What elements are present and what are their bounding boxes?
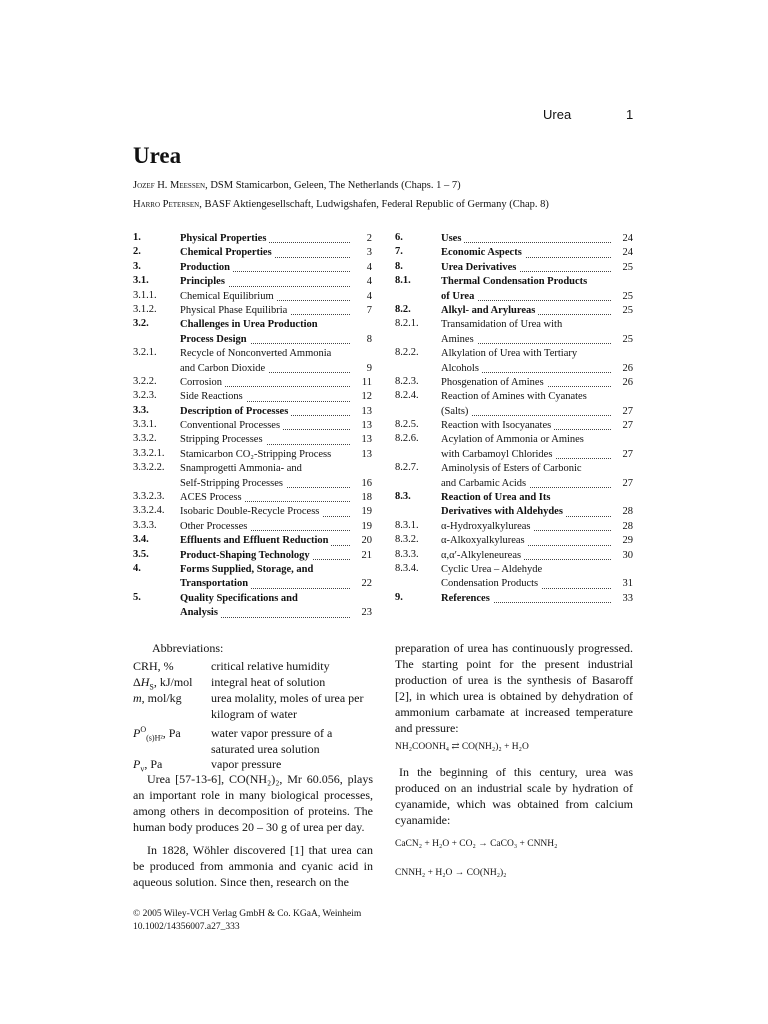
toc-number: 5. [133,591,141,603]
toc-number: 3.3. [133,404,149,416]
toc-entry [395,246,633,260]
running-title: Urea [543,107,572,122]
toc-entry [395,275,633,304]
toc-title: Physical Phase Equilibria [180,305,290,316]
toc-entry [395,534,633,548]
toc-title: Conventional Processes [180,420,283,431]
toc-number: 8.3. [395,491,411,503]
toc-title: Alkylation of Urea with Tertiary [441,348,580,359]
toc-page: 27 [622,448,633,460]
toc-title: Other Processes [180,521,250,532]
toc-title: Analysis [180,607,221,618]
toc-entry [133,462,372,491]
toc-title: Cyclic Urea – Aldehyde [441,564,545,575]
toc-title: Reaction of Amines with Cyanates [441,391,590,402]
toc-title: Thermal Condensation Products [441,276,590,287]
toc-title: Self-Stripping Processes [180,478,286,489]
toc-entry [133,520,372,534]
abbreviation-definition: critical relative humidity [211,659,330,673]
toc-entry [133,433,372,447]
toc-number: 8.2.6. [395,433,419,445]
toc-number: 3.2. [133,318,149,330]
equation: CNNH₂ + H₂O → CO(NH₂)₂ [395,868,507,878]
author-line [133,199,549,210]
toc-number: 8.2.1. [395,318,419,330]
toc-entry [395,520,633,534]
toc-number: 8.1. [395,275,411,287]
article-title: Urea [133,143,182,168]
toc-title: and Carbon Dioxide [180,363,268,374]
toc-title: References [441,593,493,604]
abbreviation-definition: urea molality, moles of urea per kilogram of water [211,690,364,721]
doi-line: 10.1002/14356007.a27_333 [133,921,240,932]
toc-page: 8 [366,333,372,345]
toc-title: Recycle of Nonconverted Ammonia [180,348,334,359]
toc-page: 20 [361,535,372,547]
toc-page: 25 [622,261,633,273]
toc-entry [133,304,372,318]
toc-page: 4 [366,290,372,302]
toc-page: 13 [361,434,372,446]
author-name: Harro Petersen [133,199,200,210]
toc-title: Side Reactions [180,391,246,402]
abbreviation-definition: vapor pressure [211,757,282,772]
abbreviation-key: CRH, % [133,659,174,673]
author-affiliation: , BASF Aktiengesellschaft, Ludwigshafen, Federal Republic of Germany (Chap. 8) [199,199,549,210]
toc-page: 22 [361,578,372,590]
toc-page: 12 [361,391,372,403]
toc-title: and Carbamic Acids [441,478,529,489]
toc-number: 3.3.2.1. [133,447,165,459]
abbreviation-item [133,691,373,723]
toc-entry [395,419,633,433]
toc-entry [133,549,372,563]
copyright-line: © 2005 Wiley-VCH Verlag GmbH & Co. KGaA, Weinheim [133,909,362,919]
body-paragraph: In the beginning of this century, urea was produced on an industrial scale by hydration of cyanamide, which was obtained from calcium cyanamide: [395,765,633,827]
toc-number: 3.3.2.3. [133,491,165,503]
abbreviation-key: m, mol/kg [133,690,182,705]
body-paragraph: preparation of urea has continuously progressed. The starting point for the present industrial production of urea is the synthesis of Basaroff [2], in which urea is obtained by dehydration of ammonium carbamate at increased temperature and pressure: [395,641,633,735]
toc-entry [133,246,372,260]
toc-left-column [133,232,372,621]
toc-title: Chemical Equilibrium [180,291,277,302]
toc-title: α,α′-Alkyleneureas [441,550,524,561]
toc-page: 33 [622,592,633,604]
toc-entry [133,232,372,246]
toc-number: 8.3.2. [395,534,419,546]
toc-page: 13 [361,448,372,460]
toc-title: Economic Aspects [441,247,525,258]
toc-title: Process Design [180,334,250,345]
toc-title: Chemical Properties [180,247,275,258]
author-affiliation: , DSM Stamicarbon, Geleen, The Netherlands (Chaps. 1 – 7) [205,180,461,191]
toc-title: with Carbamoyl Chlorides [441,449,555,460]
toc-title: Effluents and Effluent Reduction [180,535,331,546]
toc-entry [133,405,372,419]
toc-number: 3.3.3. [133,519,157,531]
toc-title: Stamicarbon CO₂-Stripping Process [180,449,334,460]
abbreviation-key: $P^O_{(s)H^2}$, Pa [133,724,181,743]
toc-number: 8. [395,260,403,272]
toc-number: 3.3.1. [133,419,157,431]
toc-page: 28 [622,520,633,532]
toc-page: 27 [622,405,633,417]
toc-page: 29 [622,535,633,547]
toc-entry [395,462,633,491]
toc-page: 4 [366,276,372,288]
toc-entry [395,563,633,592]
toc-entry [395,390,633,419]
toc-entry [395,304,633,318]
toc-page: 11 [361,376,372,388]
toc-number: 3.1.2. [133,303,157,315]
author-name: Jozef H. Meessen [133,180,206,191]
toc-page: 26 [622,376,633,388]
abbreviation-item [133,675,373,691]
toc-page: 19 [361,506,372,518]
toc-title: Production [180,262,233,273]
toc-number: 8.2.2. [395,347,419,359]
toc-number: 8.3.3. [395,548,419,560]
toc-page: 25 [622,304,633,316]
toc-number: 3.1. [133,275,149,287]
toc-page: 24 [622,247,633,259]
toc-page: 13 [361,405,372,417]
toc-entry [395,347,633,376]
abbreviation-item [133,659,373,675]
toc-entry [395,592,633,606]
toc-page: 2 [366,232,372,244]
toc-page: 16 [361,477,372,489]
toc-title: Condensation Products [441,578,541,589]
toc-page: 28 [622,506,633,518]
toc-entry [133,290,372,304]
toc-number: 3.1.1. [133,289,157,301]
abbreviation-item [133,726,373,758]
toc-entry [133,376,372,390]
body-paragraph: In 1828, Wöhler discovered [1] that urea can be produced from ammonia and cyanic acid in aqueous solution. Since then, research on the [133,843,373,889]
abbreviation-definition: integral heat of solution [211,674,326,689]
toc-number: 8.2.3. [395,375,419,387]
toc-page: 19 [361,520,372,532]
toc-number: 3.2.3. [133,390,157,402]
toc-number: 8.3.4. [395,562,419,574]
abbreviation-key: $\Delta H_S$, kJ/mol [133,674,193,692]
toc-entry [133,505,372,519]
equation: CaCN₂ + H₂O + CO₂ → CaCO₃ + CNNH₂ [395,839,558,849]
toc-page: 24 [622,232,633,244]
toc-entry [395,491,633,520]
toc-page: 13 [361,420,372,432]
toc-title: Principles [180,276,228,287]
toc-number: 3.3.2. [133,433,157,445]
toc-page: 7 [366,304,372,316]
toc-entry [395,549,633,563]
toc-title: Snamprogetti Ammonia- and [180,463,305,474]
toc-page: 23 [361,607,372,619]
toc-number: 4. [133,562,141,574]
toc-entry [395,318,633,347]
toc-entry [133,419,372,433]
toc-title: α-Alkoxyalkylureas [441,535,528,546]
toc-title: Challenges in Urea Production [180,319,321,330]
toc-entry [133,390,372,404]
toc-number: 3.4. [133,534,149,546]
toc-entry [133,448,372,462]
toc-entry [133,261,372,275]
toc-number: 1. [133,232,141,243]
toc-title: Transamidation of Urea with [441,319,565,330]
toc-title: Reaction with Isocyanates [441,420,554,431]
toc-entry [133,491,372,505]
toc-page: 18 [361,492,372,504]
toc-title: Reaction of Urea and Its [441,492,553,503]
toc-entry [395,376,633,390]
toc-entry [133,275,372,289]
toc-page: 25 [622,333,633,345]
toc-title: Product-Shaping Technology [180,550,313,561]
toc-title: Phosgenation of Amines [441,377,547,388]
toc-title: Isobaric Double-Recycle Process [180,506,322,517]
toc-number: 7. [395,246,403,258]
toc-number: 3. [133,260,141,272]
toc-leader [441,242,611,243]
author-line [133,180,461,191]
toc-number: 8.2.7. [395,462,419,474]
toc-entry [395,433,633,462]
toc-page: 4 [366,261,372,273]
toc-page: 26 [622,362,633,374]
toc-title: Alcohols [441,363,482,374]
toc-title: α-Hydroxyalkylureas [441,521,533,532]
abbreviation-item [133,757,373,773]
toc-title: Derivatives with Aldehydes [441,506,566,517]
toc-right-column [395,232,633,606]
toc-title: Quality Specifications and [180,593,301,604]
abbreviation-definition: water vapor pressure of a saturated urea solution [211,725,333,756]
body-paragraph: Urea [57-13-6], CO(NH₂)₂, Mr 60.056, plays an important role in many biological processes, among others in decomposition of proteins. The human body produces 20 – 30 g of urea per day. [133,772,373,834]
toc-number: 3.3.2.4. [133,505,165,517]
toc-number: 9. [395,591,403,603]
abbreviation-key: $P_v$, Pa [133,757,163,774]
toc-title: Transportation [180,578,251,589]
toc-page: 21 [361,549,372,561]
toc-entry [395,232,633,246]
toc-number: 8.3.1. [395,519,419,531]
toc-page: 31 [622,578,633,590]
toc-title: Description of Processes [180,406,291,417]
toc-page: 27 [622,420,633,432]
toc-number: 8.2.5. [395,419,419,431]
toc-title: of Urea [441,291,477,302]
toc-title: Forms Supplied, Storage, and [180,564,316,575]
toc-title: (Salts) [441,406,471,417]
toc-page: 30 [622,549,633,561]
toc-entry [133,347,372,376]
toc-title: ACES Process [180,492,245,503]
abbreviations-heading: Abbreviations: [152,641,224,655]
toc-title: Aminolysis of Esters of Carbonic [441,463,585,474]
toc-title: Uses [441,233,464,244]
toc-title: Urea Derivatives [441,262,519,273]
toc-number: 2. [133,246,141,258]
toc-number: 3.5. [133,548,149,560]
toc-entry [133,318,372,347]
page-number: 1 [626,107,634,122]
abbreviations-list [133,659,373,773]
toc-title: Alkyl- and Arylureas [441,305,538,316]
toc-entry [395,261,633,275]
toc-entry [133,534,372,548]
toc-number: 3.2.1. [133,347,157,359]
toc-title: Acylation of Ammonia or Amines [441,434,587,445]
copyright-footer [133,908,361,933]
toc-entry [133,563,372,592]
toc-title: Amines [441,334,477,345]
toc-number: 8.2.4. [395,390,419,402]
toc-title: Physical Properties [180,233,269,244]
toc-entry [133,592,372,621]
toc-title: Corrosion [180,377,225,388]
toc-page: 25 [622,290,633,302]
toc-title: Stripping Processes [180,434,266,445]
toc-number: 3.3.2.2. [133,462,165,474]
toc-page: 9 [366,362,372,374]
toc-page: 27 [622,477,633,489]
toc-page: 3 [366,247,372,259]
toc-number: 8.2. [395,303,411,315]
toc-number: 6. [395,232,403,243]
toc-number: 3.2.2. [133,375,157,387]
equation: NH₂COONH₄ ⇄ CO(NH₂)₂ + H₂O [395,742,529,752]
